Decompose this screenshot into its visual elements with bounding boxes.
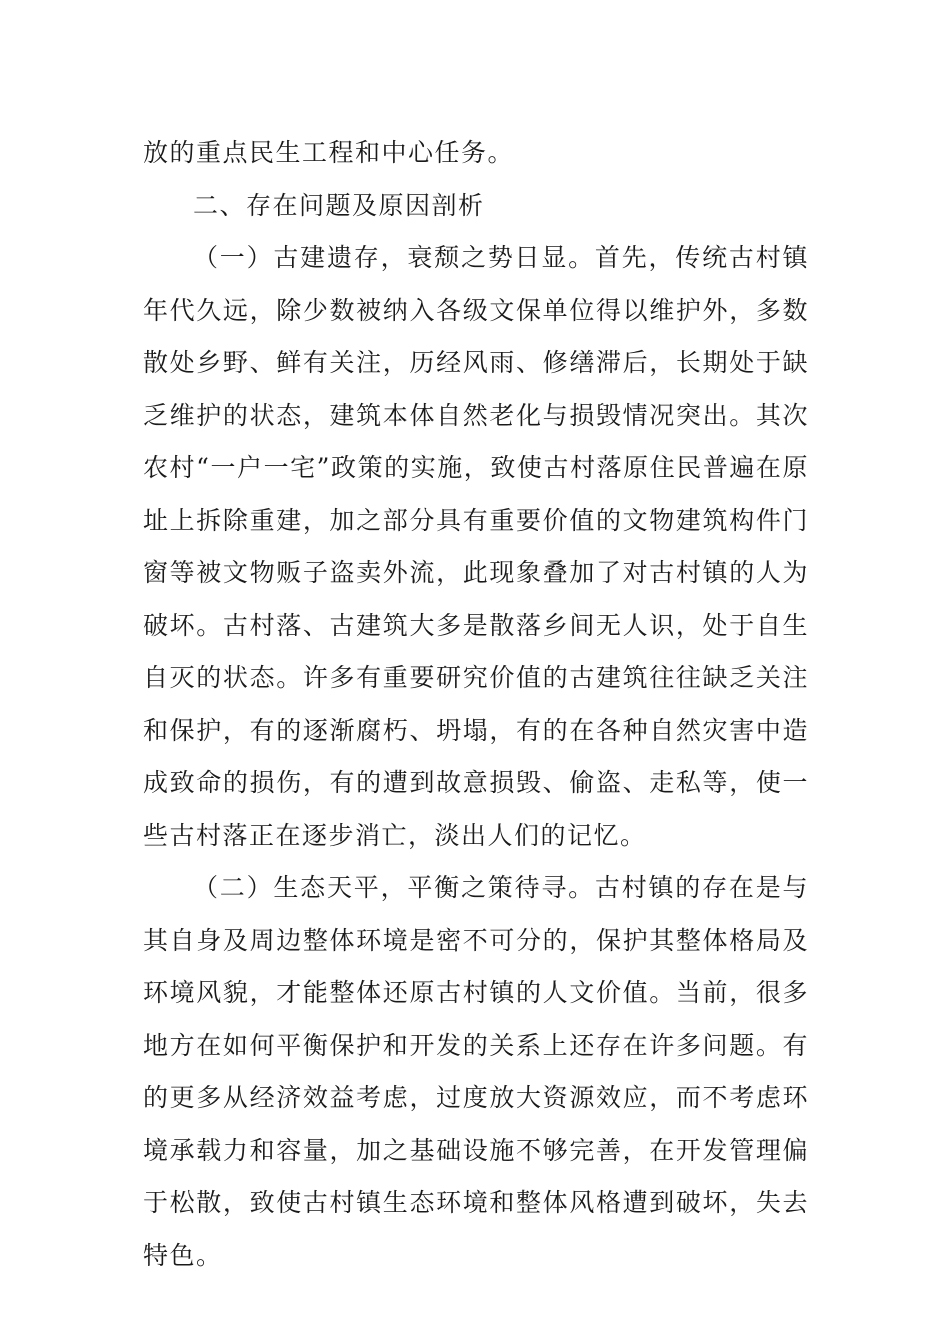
section-heading: 二、存在问题及原因剖析 bbox=[193, 190, 485, 220]
document-body bbox=[143, 127, 809, 1282]
paragraph-ecological-balance: （二）生态天平，平衡之策待寻。古村镇的存在是与其自身及周边整体环境是密不可分的，保护其整体格局及环境风貌，才能整体还原古村镇的人文价值。当前，很多地方在如何平衡保护和开发的关系上还存在许多问题。有的更多从经济效益考虑，过度放大资源效应，而不考虑环境承载力和容量，加之基础设施不够完善，在开发管理偏于松散，致使古村镇生态环境和整体风格遭到破坏，失去特色。 bbox=[143, 873, 809, 1270]
paragraph-continuation: 放的重点民生工程和中心任务。 bbox=[143, 138, 515, 167]
paragraph-ancient-buildings: （一）古建遗存，衰颓之势日显。首先，传统古村镇年代久远，除少数被纳入各级文保单位得以维护外，多数散处乡野、鲜有关注，历经风雨、修缮滞后，长期处于缺乏维护的状态，建筑本体自然老化与损毁情况突出。其次农村“一户一宅”政策的实施，致使古村落原住民普遍在原址上拆除重建，加之部分具有重要价值的文物建筑构件门窗等被文物贩子盗卖外流，此现象叠加了对古村镇的人为破坏。古村落、古建筑大多是散落乡间无人识，处于自生自灭的状态。许多有重要研究价值的古建筑往往缺乏关注和保护，有的逐渐腐朽、坍塌，有的在各种自然灾害中造成致命的损伤，有的遭到故意损毁、偷盗、走私等，使一些古村落正在逐步消亡，淡出人们的记忆。 bbox=[143, 243, 809, 850]
